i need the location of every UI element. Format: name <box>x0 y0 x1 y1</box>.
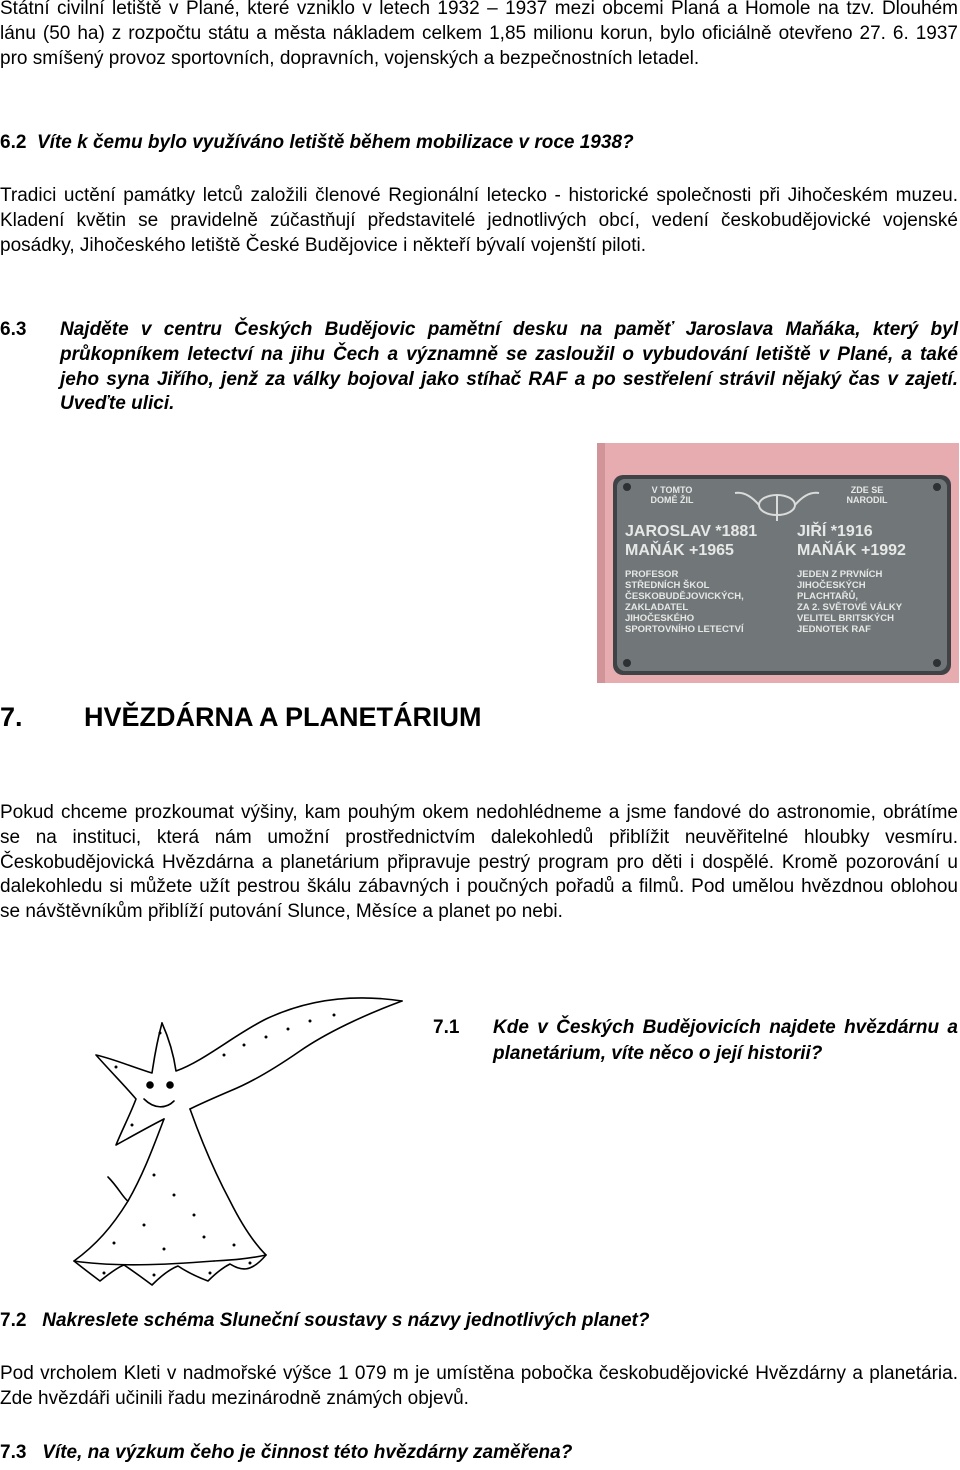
paragraph-6-2: Tradici uctění památky letců založili členové Regionální letecko - historické společnosti při Jihočeském muzeu. Kladení květin se pravidelně zúčastňují představitelé jednotlivých obcí, vedení českobudějovické vojenské posádky, Jihočeského letiště České Budějovice i někteří bývalí vojenští piloti. <box>0 185 958 256</box>
section-7-heading <box>0 701 482 733</box>
plaque-left-line-4: ZAKLADATEL <box>625 602 689 613</box>
intro-paragraph: Státní civilní letiště v Plané, které vzniklo v letech 1932 – 1937 mezi obcemi Planá a Homole na tzv. Dlouhém lánu (50 ha) z rozpočtu státu a města nákladem celkem 1,85 milionu korun, bylo oficiálně otevřeno 27. 6. 1937 pro smíšený provoz sportovních, dopravních, vojenských a bezpečnostních letadel. <box>0 0 958 69</box>
section-number: 7. <box>0 702 23 732</box>
screw-icon <box>933 659 941 667</box>
question-text: Kde v Českých Budějovicích najdete hvězdárnu a planetárium, víte něco o její historii? <box>493 1017 958 1064</box>
section-title: HVĚZDÁRNA A PLANETÁRIUM <box>84 702 482 732</box>
plaque-left-name-2: MAŇÁK +1965 <box>625 542 734 559</box>
plaque-left-line-6: SPORTOVNÍHO LETECTVÍ <box>625 624 744 635</box>
plaque-right-line-4: ZA 2. SVĚTOVÉ VÁLKY <box>797 602 903 613</box>
memorial-plaque-photo <box>597 443 959 683</box>
plaque-left-line-3: ČESKOBUDĚJOVICKÝCH, <box>625 591 744 602</box>
question-text: Víte k čemu bylo využíváno letiště během mobilizace v roce 1938? <box>36 132 634 153</box>
question-number: 7.2 <box>0 1310 27 1331</box>
screw-icon <box>623 659 631 667</box>
plaque-top-right-1: ZDE SE <box>850 485 884 495</box>
question-6-3 <box>0 318 958 417</box>
question-text: Nakreslete schéma Sluneční soustavy s názvy jednotlivých planet? <box>42 1310 650 1331</box>
dotted-trail <box>103 1014 336 1277</box>
plaque-left-line-2: STŘEDNÍCH ŠKOL <box>625 580 710 591</box>
question-text: Najděte v centru Českých Budějovic pamětní desku na paměť Jaroslava Maňáka, který byl průkopníkem letectví na jihu Čech a významně se zasloužil o vybudování letiště v Plané, a také jeho syna Jiřího, jenž za války bojoval jako stíhač RAF a po sestřelení strávil nějaký čas v zajetí. Uveďte ulici. <box>60 319 958 415</box>
plaque-right-line-6: JEDNOTEK RAF <box>797 624 871 635</box>
question-7-1 <box>433 1015 958 1067</box>
question-number: 6.3 <box>0 319 27 340</box>
star-character-drawing <box>4 975 409 1290</box>
question-6-2 <box>0 131 634 156</box>
paragraph-7: Pokud chceme prozkoumat výšiny, kam pouhým okem nedohlédneme a jsme fandové do astronomie, obrátíme se na instituci, která nám umožní prostřednictvím dalekohledů přiblížit neuvěřitelné hloubky vesmíru. Českobudějovická Hvězdárna a planetárium připravuje pestrý program pro děti i dospělé. Kromě pozorování u dalekohledu si můžete užít pestrou škálu zábavných i poučných pořadů a filmů. Pod umělou hvězdnou oblohou se návštěvníkům přiblíží putování Slunce, Měsíce a planet po nebi. <box>0 802 958 923</box>
wall-edge <box>597 443 605 683</box>
question-7-3 <box>0 1441 572 1466</box>
question-7-2 <box>0 1309 649 1334</box>
plaque-right-line-2: JIHOČESKÝCH <box>797 580 866 591</box>
question-number: 6.2 <box>0 132 27 153</box>
question-text: Víte, na výzkum čeho je činnost této hvězdárny zaměřena? <box>42 1442 573 1463</box>
plaque-top-right-2: NARODIL <box>846 495 888 505</box>
plaque-right-line-3: PLACHTAŘŮ, <box>797 591 859 602</box>
plaque-right-name-2: MAŇÁK +1992 <box>797 542 906 559</box>
paragraph-7-2: Pod vrcholem Kleti v nadmořské výšce 1 079 m je umístěna pobočka českobudějovické Hvězdárny a planetária. Zde hvězdáři učinili řadu mezinárodně známých objevů. <box>0 1363 958 1409</box>
plaque-top-left-1: V TOMTO <box>651 485 693 495</box>
plaque-right-line-5: VELITEL BRITSKÝCH <box>797 613 894 624</box>
plaque-top-left-2: DOMĚ ŽIL <box>650 495 694 505</box>
screw-icon <box>933 483 941 491</box>
question-number: 7.3 <box>0 1442 27 1463</box>
plaque-left-name-1: JAROSLAV *1881 <box>625 523 758 540</box>
plaque-right-line-1: JEDEN Z PRVNÍCH <box>797 569 883 580</box>
plaque-left-line-1: PROFESOR <box>625 569 679 580</box>
screw-icon <box>623 483 631 491</box>
question-number: 7.1 <box>433 1017 460 1038</box>
plaque-right-name-1: JIŘÍ *1916 <box>797 523 873 540</box>
plaque-left-line-5: JIHOČESKÉHO <box>625 613 695 624</box>
